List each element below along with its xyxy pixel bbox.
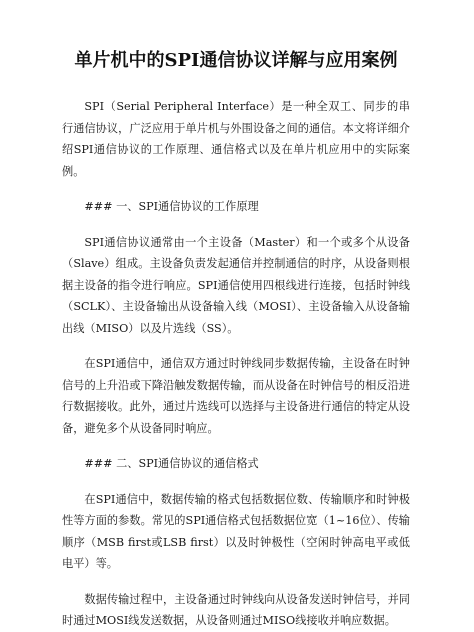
document-title: 单片机中的SPI通信协议详解与应用案例 [74, 50, 398, 71]
body-paragraph: 数据传输过程中，主设备通过时钟线向从设备发送时钟信号，并同时通过MOSI线发送数据，从设备则通过MISO线接收并响应数据。 [62, 592, 410, 627]
section-heading-communication-format: ### 二、SPI通信协议的通信格式 [84, 457, 259, 470]
body-paragraph: SPI通信协议通常由一个主设备（Master）和一个或多个从设备（Slave）组成。主设备负责发起通信并控制通信的时序，从设备则根据主设备的指令进行响应。SPI通信使用四根线进行连接，包括时钟线（SCLK）、主设备输出从设备输入线（MOSI）、主设备输入从设备输出线（MISO）以及片选线（SS）。 [62, 235, 410, 335]
body-paragraph: 在SPI通信中，数据传输的格式包括数据位数、传输顺序和时钟极性等方面的参数。常见的SPI通信格式包括数据位宽（1~16位）、传输顺序（MSB first或LSB first）以及时钟极性（空闲时钟高电平或低电平）等。 [62, 492, 410, 570]
body-paragraph: 在SPI通信中，通信双方通过时钟线同步数据传输，主设备在时钟信号的上升沿或下降沿触发数据传输，而从设备在时钟信号的相反沿进行数据接收。此外，通过片选线可以选择与主设备进行通信的特定从设备，避免多个从设备同时响应。 [62, 357, 410, 435]
section-heading-working-principle: ### 一、SPI通信协议的工作原理 [84, 200, 259, 213]
intro-paragraph: SPI（Serial Peripheral Interface）是一种全双工、同步的串行通信协议，广泛应用于单片机与外围设备之间的通信。本文将详细介绍SPI通信协议的工作原理、通信格式以及在单片机应用中的实际案例。 [62, 100, 410, 178]
